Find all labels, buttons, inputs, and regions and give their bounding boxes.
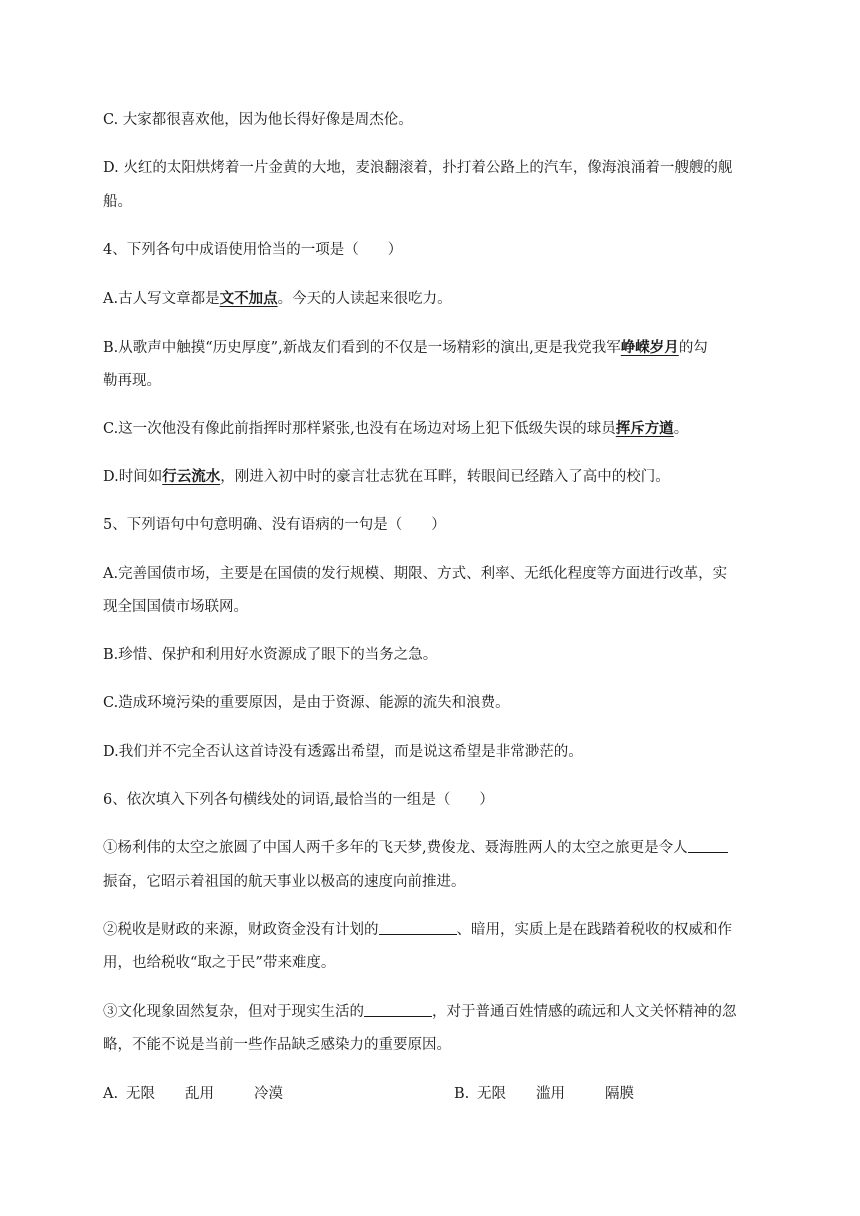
q6-sentence1-line2: 振奋，它昭示着祖国的航天事业以极高的速度向前推进。 bbox=[103, 874, 466, 890]
text: 、暗用，实质上是在践踏着税收的权威和作 bbox=[456, 922, 732, 938]
q6-sentence3-line2: 略，不能不说是当前一些作品缺乏感染力的重要原因。 bbox=[103, 1037, 451, 1053]
q6-sentence3 bbox=[103, 1002, 763, 1022]
fill-blank bbox=[688, 838, 728, 853]
option-word: 无限 bbox=[126, 1086, 155, 1102]
option-word: 滥用 bbox=[536, 1086, 565, 1102]
q4-option-b bbox=[103, 338, 763, 358]
text: ①杨利伟的太空之旅圆了中国人两千多年的飞天梦,费俊龙、聂海胜两人的太空之旅更是令人 bbox=[103, 840, 688, 856]
text: B.从歌声中触摸“历史厚度”,新战友们看到的不仅是一场精彩的演出,更是我党我军 bbox=[103, 340, 621, 356]
text: ，刚进入初中时的豪言壮志犹在耳畔，转眼间已经踏入了高中的校门。 bbox=[220, 469, 670, 485]
fill-blank bbox=[379, 920, 457, 935]
text: 的勾 bbox=[678, 340, 708, 356]
q5-option-a-line2: 现全国国债市场联网。 bbox=[103, 599, 248, 615]
idiom: 峥嵘岁月 bbox=[620, 339, 679, 356]
option-letter: B. bbox=[454, 1086, 470, 1102]
idiom: 文不加点 bbox=[219, 290, 278, 307]
text: 。 bbox=[673, 421, 689, 437]
q4-option-a bbox=[103, 289, 763, 309]
text: ③文化现象固然复杂，但对于现实生活的 bbox=[103, 1004, 364, 1020]
q3-option-d-line2: 船。 bbox=[103, 194, 132, 210]
option-word: 隔膜 bbox=[605, 1086, 634, 1102]
q6-sentence2-line2: 用，也给税收“取之于民”带来难度。 bbox=[103, 955, 336, 971]
text: 。今天的人读起来很吃力。 bbox=[277, 291, 452, 307]
option-letter: A. bbox=[103, 1086, 119, 1102]
fill-blank bbox=[364, 1002, 432, 1017]
q4-option-c bbox=[103, 419, 763, 439]
q4-option-b-line2: 勒再现。 bbox=[103, 373, 161, 389]
text: ，对于普通百姓情感的疏远和人文关怀精神的忽 bbox=[432, 1004, 737, 1020]
idiom: 挥斥方遒 bbox=[615, 420, 674, 437]
option-word: 冷漠 bbox=[254, 1086, 283, 1102]
option-word: 乱用 bbox=[185, 1086, 214, 1102]
q6-sentence2 bbox=[103, 920, 763, 940]
q4-option-d bbox=[103, 467, 763, 487]
q6-stem: 6、依次填入下列各句横线处的词语,最恰当的一组是（ ） bbox=[103, 792, 494, 808]
q5-option-a-line1: A.完善国债市场，主要是在国债的发行规模、期限、方式、利率、无纸化程度等方面进行改革，实 bbox=[103, 566, 728, 582]
text: D.时间如 bbox=[103, 469, 163, 485]
q5-stem: 5、下列语句中句意明确、没有语病的一句是（ ） bbox=[103, 517, 446, 533]
q5-option-b: B.珍惜、保护和利用好水资源成了眼下的当务之急。 bbox=[103, 647, 438, 663]
q4-stem: 4、下列各句中成语使用恰当的一项是（ ） bbox=[103, 242, 403, 258]
q3-option-c: C. 大家都很喜欢他，因为他长得好像是周杰伦。 bbox=[103, 112, 413, 128]
q5-option-c: C.造成环境污染的重要原因，是由于资源、能源的流失和浪费。 bbox=[103, 695, 510, 711]
q3-option-d-line1: D. 火红的太阳烘烤着一片金黄的大地，麦浪翻滚着，扑打着公路上的汽车，像海浪涌着一艘艘的舰 bbox=[103, 160, 733, 176]
text: A.古人写文章都是 bbox=[103, 291, 220, 307]
q5-option-d: D.我们并不完全否认这首诗没有透露出希望，而是说这希望是非常渺茫的。 bbox=[103, 744, 583, 760]
text: C.这一次他没有像此前指挥时那样紧张,也没有在场边对场上犯下低级失误的球员 bbox=[103, 421, 616, 437]
option-word: 无限 bbox=[477, 1086, 506, 1102]
idiom: 行云流水 bbox=[162, 468, 221, 485]
q6-sentence1 bbox=[103, 838, 763, 858]
text: ②税收是财政的来源，财政资金没有计划的 bbox=[103, 922, 379, 938]
